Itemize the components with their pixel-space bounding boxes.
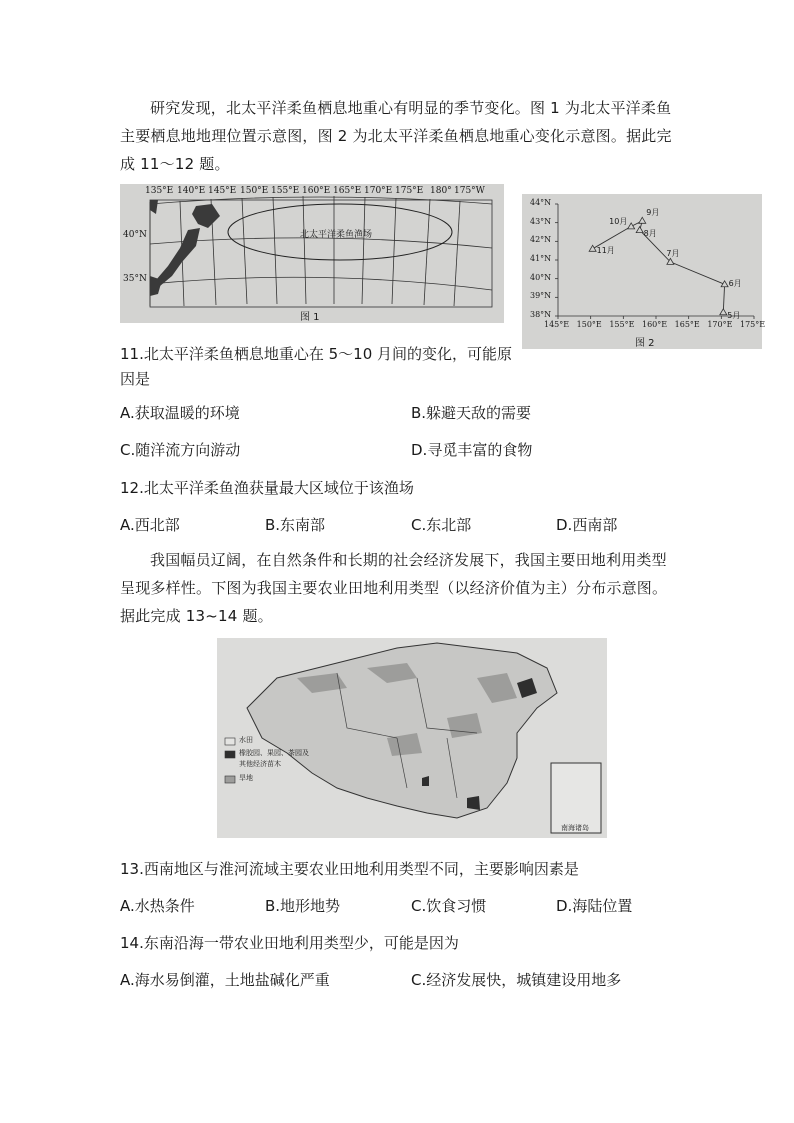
data-point-marker <box>628 223 635 229</box>
y-tick-label: 44°N <box>530 198 552 207</box>
intro-paragraph-1: 研究发现，北太平洋柔鱼栖息地重心有明显的季节变化。图 1 为北太平洋柔鱼主要栖息地地理位置示意图，图 2 为北太平洋柔鱼栖息地重心变化示意图。据此完成 11～12 题。 <box>120 99 672 173</box>
data-point-label: 7月 <box>666 248 680 258</box>
y-tick-label: 42°N <box>530 235 552 245</box>
y-tick-label: 38°N <box>530 310 552 319</box>
lon-label: 145°E <box>208 186 237 196</box>
data-point-label: 6月 <box>728 279 742 289</box>
data-point-marker <box>720 309 727 315</box>
data-point-label: 5月 <box>727 311 741 321</box>
data-point-marker <box>636 227 643 233</box>
figure-1-map <box>120 184 504 323</box>
legend-dryland: 旱地 <box>239 774 253 782</box>
question-11-stem: 11.北太平洋柔鱼栖息地重心在 5～10 月间的变化，可能原因是 <box>120 345 513 388</box>
question-14-stem: 14.东南沿海一带农业田地利用类型少，可能是因为 <box>120 934 459 952</box>
q13-option-c[interactable]: C.饮食习惯 <box>411 897 487 915</box>
q12-option-c[interactable]: C.东北部 <box>411 516 472 534</box>
q12-option-d[interactable]: D.西南部 <box>556 516 618 534</box>
x-tick-label: 160°E <box>642 320 668 329</box>
trajectory-line <box>593 221 725 312</box>
legend-swatches <box>225 738 235 783</box>
lat-label: 35°N <box>123 274 147 284</box>
y-tick-label: 43°N <box>530 216 552 226</box>
lon-label: 180° <box>430 186 452 196</box>
q14-option-a[interactable]: A.海水易倒灌，土地盐碱化严重 <box>120 971 330 989</box>
figure-1-svg <box>120 184 504 323</box>
q14-option-c[interactable]: C.经济发展快，城镇建设用地多 <box>411 971 622 989</box>
lon-label: 135°E <box>145 186 174 196</box>
legend-paddy: 水田 <box>239 736 253 744</box>
figure-2-chart <box>522 194 766 349</box>
data-point-label: 10月 <box>609 217 628 227</box>
lon-label: 160°E <box>302 186 331 196</box>
q11-option-c[interactable]: C.随洋流方向游动 <box>120 441 241 459</box>
lat-label: 40°N <box>123 230 147 240</box>
q12-option-b[interactable]: B.东南部 <box>265 516 326 534</box>
inset-label: 南海诸岛 <box>561 824 589 832</box>
lon-label: 150°E <box>240 186 269 196</box>
japan-islands <box>150 200 220 296</box>
q13-option-b[interactable]: B.地形地势 <box>265 897 341 915</box>
y-tick-label: 39°N <box>530 291 552 301</box>
data-point-label: 8月 <box>643 229 657 239</box>
x-tick-label: 150°E <box>576 320 602 329</box>
q11-option-d[interactable]: D.寻觅丰富的食物 <box>411 441 533 459</box>
data-point-marker <box>639 217 646 223</box>
data-point-label: 9月 <box>646 207 660 217</box>
q13-option-d[interactable]: D.海陆位置 <box>556 897 633 915</box>
lon-label: 175°W <box>454 186 485 196</box>
lon-label: 140°E <box>177 186 206 196</box>
lon-label: 170°E <box>364 186 393 196</box>
legend-plantation-1: 橡胶园、果园、茶园及 <box>239 749 309 757</box>
y-tick-label: 40°N <box>530 272 552 282</box>
figure-3-china-map <box>217 638 607 838</box>
q12-option-a[interactable]: A.西北部 <box>120 516 180 534</box>
intro-paragraph-2: 我国幅员辽阔，在自然条件和长期的社会经济发展下，我国主要田地利用类型呈现多样性。下图为我国主要农业田地利用类型（以经济价值为主）分布示意图。据此完成 13~14 题。 <box>120 551 668 625</box>
figure-2-caption: 图 2 <box>635 338 655 349</box>
china-map-svg <box>217 638 607 838</box>
lon-label: 165°E <box>333 186 362 196</box>
x-tick-label: 155°E <box>609 320 635 329</box>
fishing-ground-label: 北太平洋柔鱼渔场 <box>300 230 373 240</box>
q11-option-a[interactable]: A.获取温暖的环境 <box>120 404 240 422</box>
lon-label: 155°E <box>271 186 300 196</box>
question-13-stem: 13.西南地区与淮河流域主要农业田地利用类型不同，主要影响因素是 <box>120 860 579 878</box>
x-tick-label: 170°E <box>707 320 733 329</box>
x-tick-label: 165°E <box>674 320 700 329</box>
legend-plantation-2: 其他经济苗木 <box>239 760 281 768</box>
q11-option-b[interactable]: B.躲避天敌的需要 <box>411 404 532 422</box>
figure-1-caption: 图 1 <box>300 312 320 323</box>
lon-label: 175°E <box>395 186 424 196</box>
y-tick-label: 41°N <box>530 254 552 263</box>
q13-option-a[interactable]: A.水热条件 <box>120 897 195 915</box>
data-point-marker <box>589 245 596 251</box>
data-point-label: 11月 <box>596 245 615 255</box>
longitude-labels <box>120 186 504 200</box>
x-tick-label: 175°E <box>740 320 766 329</box>
question-12-stem: 12.北太平洋柔鱼渔获量最大区域位于该渔场 <box>120 479 414 497</box>
x-tick-label: 145°E <box>544 320 570 329</box>
